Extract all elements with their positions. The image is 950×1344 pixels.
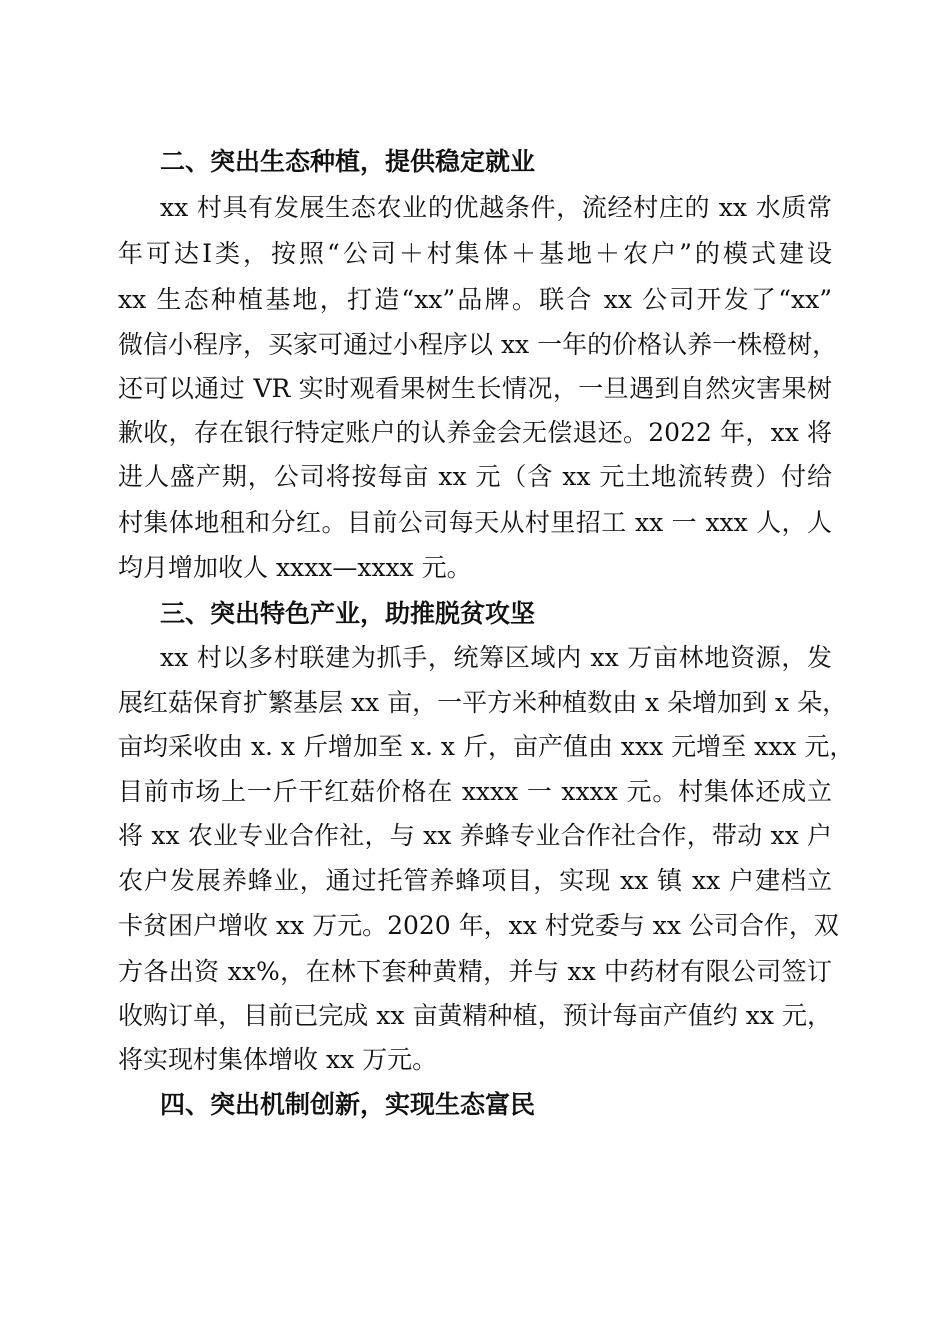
paragraph-line: 进人盛产期，公司将按每亩 xx 元（含 xx 元土地流转费）付给 xyxy=(118,462,832,491)
section-heading-2: 二、突出生态种植，提供稳定就业 xyxy=(160,147,536,176)
paragraph-line: 方各出资 xx%，在林下套种黄精，并与 xx 中药材有限公司签订 xyxy=(118,957,832,986)
section-heading-4: 四、突出机制创新，实现生态富民 xyxy=(160,1090,536,1119)
paragraph-line: 展红菇保育扩繁基层 xx 亩，一平方米种植数由 x 朵增加到 x 朵， xyxy=(118,688,848,717)
paragraph-line: 卡贫困户增收 xx 万元。2020 年，xx 村党委与 xx 公司合作，双 xyxy=(118,911,839,940)
paragraph-line: 目前市场上一斤干红菇价格在 xxxx 一 xxxx 元。村集体还成立 xyxy=(118,777,832,806)
section-heading-3: 三、突出特色产业，助推脱贫攻坚 xyxy=(160,599,536,628)
paragraph-line: 农户发展养蜂业，通过托管养蜂项目，实现 xx 镇 xx 户建档立 xyxy=(118,866,832,895)
paragraph-line: 年可达Ⅰ类，按照“公司＋村集体＋基地＋农户”的模式建设 xyxy=(118,239,832,268)
paragraph-line: xx 村以多村联建为抓手，统筹区域内 xx 万亩林地资源，发 xyxy=(160,643,832,672)
paragraph-line: xx 生态种植基地，打造“xx”品牌。联合 xx 公司开发了“xx” xyxy=(118,285,832,314)
paragraph-line: 村集体地租和分红。目前公司每天从村里招工 xx 一 xxx 人，人 xyxy=(118,508,832,537)
paragraph-line: 收购订单，目前已完成 xx 亩黄精种植，预计每亩产值约 xx 元， xyxy=(118,1001,832,1030)
paragraph-line: 还可以通过 VR 实时观看果树生长情况，一旦遇到自然灾害果树 xyxy=(118,374,832,403)
paragraph-line: 歉收，存在银行特定账户的认养金会无偿退还。2022 年，xx 将 xyxy=(118,418,832,447)
paragraph-line: 亩均采收由 x. x 斤增加至 x. x 斤，亩产值由 xxx 元增至 xxx 元， xyxy=(118,732,855,761)
paragraph-line: 将实现村集体增收 xx 万元。 xyxy=(118,1045,438,1074)
paragraph-line: 将 xx 农业专业合作社，与 xx 养蜂专业合作社合作，带动 xx 户 xyxy=(118,821,832,850)
paragraph-line: xx 村具有发展生态农业的优越条件，流经村庄的 xx 水质常 xyxy=(160,193,832,222)
paragraph-line: 均月增加收人 xxxx—xxxx 元。 xyxy=(118,553,472,582)
paragraph-line: 微信小程序，买家可通过小程序以 xx 一年的价格认养一株橙树， xyxy=(118,330,838,359)
